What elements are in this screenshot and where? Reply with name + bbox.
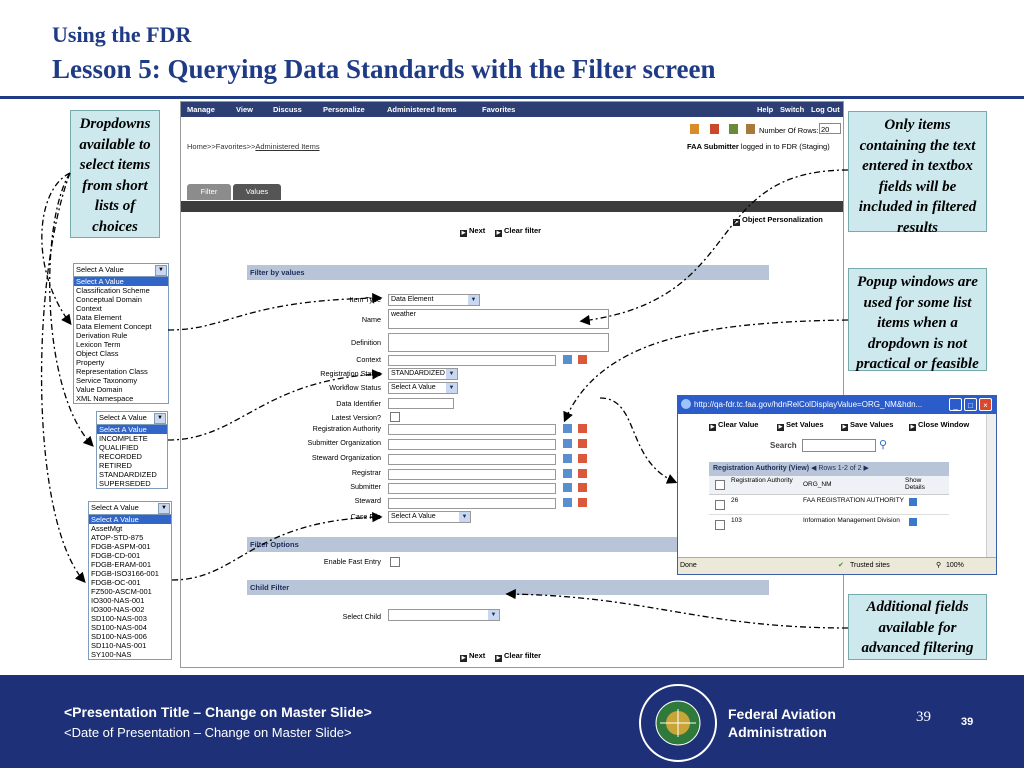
nav-manage[interactable]: Manage bbox=[187, 105, 215, 114]
dropdown-option[interactable]: Object Class bbox=[76, 349, 119, 358]
label-case-file: Case File bbox=[350, 512, 381, 521]
tab-content-band bbox=[181, 201, 843, 212]
dropdown-option[interactable]: Context bbox=[76, 304, 102, 313]
arrow-icon: ▶ bbox=[910, 424, 915, 430]
popup-results-table bbox=[709, 462, 949, 534]
arrow-icon: ▶ bbox=[461, 230, 466, 236]
dropdown-option[interactable]: FDGB-CD-001 bbox=[91, 551, 141, 560]
label-latest-version: Latest Version? bbox=[331, 413, 381, 422]
dropdown-option[interactable]: XML Namespace bbox=[76, 394, 134, 403]
dropdown-option[interactable]: SUPERSEDED bbox=[99, 479, 151, 488]
row-checkbox[interactable] bbox=[715, 520, 725, 530]
chevron-down-icon: ▼ bbox=[446, 383, 457, 393]
rows-label: Number Of Rows: bbox=[759, 126, 819, 135]
popup-status-bar bbox=[678, 557, 996, 575]
close-window-button[interactable]: ▶ Close Window bbox=[910, 420, 970, 430]
dropdown-option[interactable]: Lexicon Term bbox=[76, 340, 121, 349]
arrow-icon: ▶ bbox=[842, 424, 847, 430]
clear-icon[interactable] bbox=[578, 469, 587, 478]
context-input[interactable] bbox=[388, 355, 556, 366]
lookup-icon[interactable] bbox=[563, 439, 572, 448]
submitter-input[interactable] bbox=[388, 483, 556, 494]
callout-additional: Additional fields available for advanced filtering bbox=[848, 594, 987, 660]
steward-input[interactable] bbox=[388, 498, 556, 509]
dropdown-option[interactable]: IO300-NAS-002 bbox=[91, 605, 145, 614]
nav-administered-items[interactable]: Administered Items bbox=[387, 105, 457, 114]
arrow-icon: ▶ bbox=[496, 230, 501, 236]
lookup-icon[interactable] bbox=[563, 355, 572, 364]
dropdown-option[interactable]: QUALIFIED bbox=[99, 443, 139, 452]
help-icon[interactable] bbox=[746, 124, 755, 134]
section-filter-by-values: Filter by values bbox=[247, 265, 769, 280]
row-checkbox[interactable] bbox=[715, 500, 725, 510]
row-id: 103 bbox=[731, 517, 742, 524]
chevron-right-icon[interactable]: ▶ bbox=[863, 465, 869, 472]
label-enable-fast-entry: Enable Fast Entry bbox=[323, 557, 381, 566]
details-icon[interactable] bbox=[909, 518, 917, 526]
registrar-input[interactable] bbox=[388, 469, 556, 480]
lookup-icon[interactable] bbox=[563, 498, 572, 507]
label-registration-status: Registration Status bbox=[320, 369, 381, 378]
dropdown-option[interactable]: Conceptual Domain bbox=[76, 295, 142, 304]
dropdown-option[interactable]: AssetMgt bbox=[91, 524, 123, 533]
dropdown-option[interactable]: Value Domain bbox=[76, 385, 123, 394]
workflow-status-select[interactable]: Select A Value ▼ bbox=[388, 382, 458, 394]
maximize-icon[interactable]: □ bbox=[964, 398, 977, 411]
arrow-icon: ▶ bbox=[461, 655, 466, 661]
clear-icon[interactable] bbox=[578, 355, 587, 364]
nav-personalize[interactable]: Personalize bbox=[323, 105, 365, 114]
data-identifier-input[interactable] bbox=[388, 398, 454, 409]
callout-only-items: Only items containing the text entered in textbox fields will be included in filtered results bbox=[848, 111, 987, 232]
chevron-down-icon: ▼ bbox=[446, 369, 457, 379]
dropdown-option[interactable]: SD100-NAS-003 bbox=[91, 614, 147, 623]
workflow-status-dropdown-head[interactable]: Select A Value ▼ bbox=[97, 412, 167, 425]
callout-dropdowns: Dropdowns available to select items from short lists of choices bbox=[70, 110, 160, 238]
chevron-down-icon: ▼ bbox=[155, 265, 167, 276]
nav-view[interactable]: View bbox=[236, 105, 253, 114]
pdf-icon[interactable] bbox=[710, 124, 719, 134]
user-info: FAA Submitter logged in to FDR (Staging) bbox=[687, 142, 830, 151]
callout-popup: Popup windows are used for some list items when a dropdown is not practical or feasible bbox=[848, 268, 987, 371]
status-zoom[interactable]: 100% bbox=[946, 562, 964, 569]
faa-seal-logo bbox=[638, 683, 718, 763]
footer-presentation-date: <Date of Presentation – Change on Master Slide> bbox=[64, 725, 352, 740]
item-type-select[interactable]: Data Element ▼ bbox=[388, 294, 480, 306]
check-icon: ✔ bbox=[838, 562, 844, 569]
arrow-icon: ▶ bbox=[710, 424, 715, 430]
item-type-dropdown-head[interactable]: Select A Value ▼ bbox=[74, 264, 168, 277]
print-icon[interactable] bbox=[729, 124, 738, 134]
enable-fast-entry-checkbox[interactable] bbox=[390, 557, 400, 567]
label-item-type: Item Type bbox=[349, 295, 381, 304]
export-icon[interactable] bbox=[690, 124, 699, 134]
slide-footer bbox=[0, 675, 1024, 768]
label-registrar: Registrar bbox=[351, 468, 381, 477]
item-type-dropdown-list[interactable] bbox=[73, 263, 169, 404]
select-all-checkbox[interactable] bbox=[715, 480, 725, 490]
section-filter-options: Filter Options bbox=[247, 537, 769, 552]
label-data-identifier: Data Identifier bbox=[336, 399, 381, 408]
set-values-button[interactable]: ▶ Set Values bbox=[778, 420, 824, 430]
dropdown-option[interactable]: FDGB-ISO3166-001 bbox=[91, 569, 159, 578]
dropdown-option[interactable]: SD100-NAS-006 bbox=[91, 632, 147, 641]
tab-values[interactable]: Values bbox=[233, 184, 281, 200]
slide-title-line2: Lesson 5: Querying Data Standards with the Filter screen bbox=[52, 54, 716, 84]
dropdown-option[interactable]: IO300-NAS-001 bbox=[91, 596, 145, 605]
search-input[interactable] bbox=[802, 439, 876, 452]
lookup-icon[interactable] bbox=[563, 469, 572, 478]
dropdown-option[interactable]: Select A Value bbox=[74, 277, 168, 286]
definition-textarea[interactable] bbox=[388, 333, 609, 352]
chevron-left-icon[interactable]: ◀ bbox=[811, 465, 817, 472]
workflow-status-dropdown-list[interactable] bbox=[96, 411, 168, 489]
clear-icon[interactable] bbox=[578, 483, 587, 492]
registration-authority-popup bbox=[677, 395, 997, 575]
org-name-line1: Federal Aviation bbox=[728, 706, 836, 722]
chevron-down-icon: ▼ bbox=[459, 512, 470, 522]
lookup-icon[interactable] bbox=[563, 454, 572, 463]
chevron-down-icon: ▼ bbox=[488, 610, 499, 620]
dropdown-option[interactable]: Data Element Concept bbox=[76, 322, 152, 331]
title-divider bbox=[0, 96, 1024, 99]
dropdown-option[interactable]: SD110-NAS-001 bbox=[91, 641, 147, 650]
col-show-details: Show Details bbox=[905, 477, 925, 491]
breadcrumb-link[interactable]: Administered Items bbox=[255, 142, 320, 151]
app-toolbar bbox=[181, 117, 843, 139]
close-icon[interactable]: × bbox=[979, 398, 992, 411]
registration-authority-input[interactable] bbox=[388, 424, 556, 435]
dropdown-option[interactable]: Derivation Rule bbox=[76, 331, 128, 340]
section-child-filter: Child Filter bbox=[247, 580, 769, 595]
registration-status-select[interactable]: STANDARDIZED ▼ bbox=[388, 368, 458, 380]
tab-filter[interactable]: Filter bbox=[187, 184, 231, 200]
label-submitter-organization: Submitter Organization bbox=[307, 438, 381, 447]
dropdown-option[interactable]: SD100-NAS-004 bbox=[91, 623, 147, 632]
dropdown-option[interactable]: Data Element bbox=[76, 313, 122, 322]
label-context: Context bbox=[356, 355, 381, 364]
dropdown-option[interactable]: Property bbox=[76, 358, 105, 367]
lookup-icon[interactable] bbox=[563, 483, 572, 492]
dropdown-option[interactable]: ATOP-STD-875 bbox=[91, 533, 144, 542]
clear-icon[interactable] bbox=[578, 498, 587, 507]
popup-table-columns bbox=[709, 476, 949, 495]
dropdown-option[interactable]: Service Taxonomy bbox=[76, 376, 138, 385]
row-org: FAA REGISTRATION AUTHORITY bbox=[803, 497, 905, 504]
dropdown-option[interactable]: Select A Value bbox=[89, 515, 171, 524]
details-icon[interactable] bbox=[909, 498, 917, 506]
object-personalization-link[interactable]: ▶ Object Personalization bbox=[734, 215, 823, 225]
popup-scrollbar[interactable] bbox=[986, 414, 996, 557]
dropdown-option[interactable]: FDGB-ASPM-001 bbox=[91, 542, 151, 551]
nav-favorites[interactable]: Favorites bbox=[482, 105, 516, 114]
case-file-select[interactable]: Select A Value ▼ bbox=[388, 511, 471, 523]
browser-icon bbox=[681, 399, 691, 409]
clear-value-button[interactable]: ▶ Clear Value bbox=[710, 420, 759, 430]
popup-url: http://qa-fdr.tc.faa.gov/hdnRelColDisplayValue=ORG_NM&hdn... bbox=[694, 400, 923, 409]
breadcrumb: Home>>Favorites>>Administered Items bbox=[187, 142, 320, 151]
nav-switch[interactable]: Switch bbox=[780, 105, 805, 114]
dropdown-option[interactable]: SY100-NAS bbox=[91, 650, 132, 659]
search-icon[interactable]: ⚲ bbox=[879, 439, 888, 451]
status-zone: Trusted sites bbox=[850, 562, 890, 569]
rows-input[interactable]: 20 bbox=[819, 123, 841, 134]
dropdown-option[interactable]: STANDARDIZED bbox=[99, 470, 157, 479]
fdr-app-window bbox=[180, 101, 844, 668]
popup-titlebar bbox=[678, 396, 996, 414]
latest-version-checkbox[interactable] bbox=[390, 412, 400, 422]
dropdown-option[interactable]: RECORDED bbox=[99, 452, 142, 461]
zoom-icon: ⚲ bbox=[936, 562, 942, 569]
label-registration-authority: Registration Authority bbox=[312, 424, 381, 433]
chevron-down-icon: ▼ bbox=[468, 295, 479, 305]
save-values-button[interactable]: ▶ Save Values bbox=[842, 420, 894, 430]
footer-presentation-title: <Presentation Title – Change on Master Slide> bbox=[64, 704, 372, 720]
table-row bbox=[709, 515, 949, 534]
org-name-line2: Administration bbox=[728, 724, 827, 740]
dropdown-option[interactable]: FDGB-ERAM-001 bbox=[91, 560, 152, 569]
clear-filter-button-top[interactable]: ▶ Clear filter bbox=[496, 226, 542, 236]
label-workflow-status: Workflow Status bbox=[329, 383, 381, 392]
row-id: 26 bbox=[731, 497, 739, 504]
case-file-dropdown-list[interactable] bbox=[88, 501, 172, 660]
status-done: Done bbox=[680, 562, 697, 569]
dropdown-option[interactable]: Classification Scheme bbox=[76, 286, 150, 295]
clear-icon[interactable] bbox=[578, 439, 587, 448]
case-file-dropdown-head[interactable]: Select A Value ▼ bbox=[89, 502, 171, 515]
label-steward-organization: Steward Organization bbox=[311, 453, 381, 462]
dropdown-option[interactable]: RETIRED bbox=[99, 461, 132, 470]
minimize-icon[interactable]: _ bbox=[949, 398, 962, 411]
clear-filter-button-bottom[interactable]: ▶ Clear filter bbox=[496, 651, 542, 661]
dropdown-option[interactable]: FDGB-OC-001 bbox=[91, 578, 141, 587]
table-row bbox=[709, 495, 949, 515]
dropdown-option[interactable]: Select A Value bbox=[97, 425, 167, 434]
clear-icon[interactable] bbox=[578, 454, 587, 463]
chevron-down-icon: ▼ bbox=[154, 413, 166, 424]
nav-logout[interactable]: Log Out bbox=[811, 105, 840, 114]
row-org: Information Management Division bbox=[803, 517, 900, 524]
clear-icon[interactable] bbox=[578, 424, 587, 433]
select-child-select[interactable] bbox=[388, 609, 500, 621]
lookup-icon[interactable] bbox=[563, 424, 572, 433]
dropdown-option[interactable]: INCOMPLETE bbox=[99, 434, 148, 443]
label-definition: Definition bbox=[351, 338, 381, 347]
label-steward: Steward bbox=[354, 496, 381, 505]
col-registration-authority: Registration Authority bbox=[731, 477, 793, 484]
dropdown-option[interactable]: Representation Class bbox=[76, 367, 148, 376]
label-name: Name bbox=[361, 315, 381, 324]
steward-organization-input[interactable] bbox=[388, 454, 556, 465]
arrow-icon: ▶ bbox=[496, 655, 501, 661]
dropdown-option[interactable]: FZ500-ASCM-001 bbox=[91, 587, 152, 596]
chevron-down-icon: ▼ bbox=[158, 503, 170, 514]
next-button-bottom[interactable]: ▶ Next bbox=[461, 651, 486, 661]
name-textarea[interactable]: weather bbox=[388, 309, 609, 329]
slide-title-line1: Using the FDR bbox=[52, 22, 192, 47]
nav-discuss[interactable]: Discuss bbox=[273, 105, 302, 114]
page-number: 39 bbox=[961, 716, 974, 728]
nav-help[interactable]: Help bbox=[757, 105, 774, 114]
label-submitter: Submitter bbox=[350, 482, 381, 491]
page-number-serif: 39 bbox=[916, 709, 931, 725]
app-nav-bar bbox=[181, 102, 843, 117]
arrow-icon: ▶ bbox=[778, 424, 783, 430]
popup-table-header: Registration Authority (View) ◀ Rows 1-2 of 2 ▶ bbox=[709, 462, 949, 476]
submitter-organization-input[interactable] bbox=[388, 439, 556, 450]
col-org-nm: ORG_NM bbox=[803, 481, 832, 488]
arrow-icon: ▶ bbox=[734, 219, 739, 225]
label-select-child: Select Child bbox=[342, 612, 381, 621]
next-button-top[interactable]: ▶ Next bbox=[461, 226, 486, 236]
search-label: Search bbox=[770, 441, 797, 450]
